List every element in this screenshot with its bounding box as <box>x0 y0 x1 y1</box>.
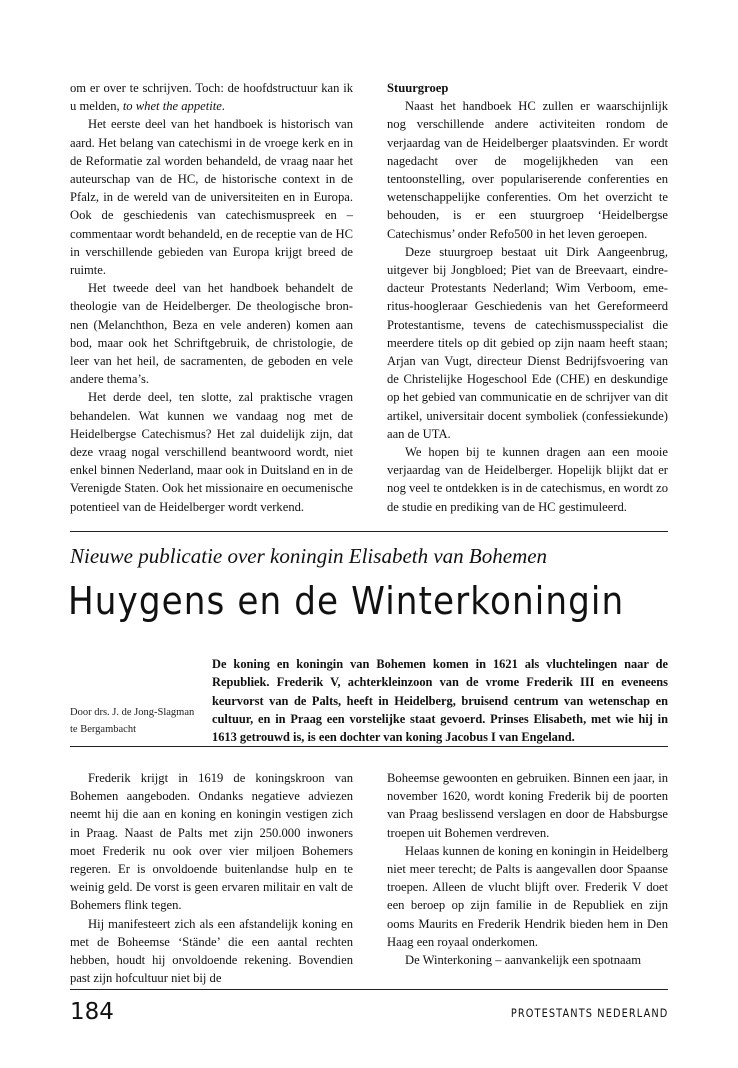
paragraph: Naast het handboek HC zullen er waarschijnlijk nog verschillende andere activiteiten rondom de verjaardag van de Heidelberger plaatsvinden. Er wordt nagedacht over de mogelijkheden van een tentoonstelling, over populariserende conferenties en wetenschappelijke conferenties. Om het overzicht te behouden, is er een stuurgroep ‘Heidelbergse Catechismus’ onder Refo500 in het leven geroepen. <box>387 99 668 241</box>
lead-divider <box>70 746 668 747</box>
byline <box>70 704 210 738</box>
paragraph: Boheemse gewoonten en gebruiken. Binnen een jaar, in november 1620, wordt koning Frederik bij de poorten van Praag beslissend verslagen en door de Habsburgse troepen uit Bohemen verdreven. <box>387 771 668 840</box>
article-kicker: Nieuwe publicatie over koningin Elisabeth van Bohemen <box>70 544 548 568</box>
paragraph: Het derde deel, ten slotte, zal praktische vragen behandelen. Wat kunnen we vandaag nog met de Heidelbergse Catechismus? Het zal duidelijk zijn, dat deze vraag nogal verschillend beantwoord wordt, niet enkel binnen Nederland, maar ook in Duitsland en in de Verenigde Staten. Ook het missionaire en oecumenische potentieel van de Heidelberger wordt verkend. <box>70 390 353 514</box>
byline-location: te Bergambacht <box>70 724 136 735</box>
paragraph: Hij manifesteert zich als een afstandelijk koning en met de Boheemse ‘Stände’ die een aantal rechten hebben, houdt hij onvoldoende rekening. Bovendien past zijn hofcultuur niet bij de <box>70 916 353 986</box>
paragraph: Helaas kunnen de koning en koningin in Heidelberg niet meer terecht; de Palts is aangevallen door Spaanse troepen. Alleen de vlucht blijft over. Frederik V doet een beroep op zijn familie in de Republiek en zijn ooms Maurits en Frederik Hendrik bieden hem in Den Haag een royaal onderkomen. <box>387 843 668 949</box>
byline-author: Door drs. J. de Jong-Slagman <box>70 707 195 718</box>
footer-divider <box>70 989 668 990</box>
paragraph: Deze stuurgroep bestaat uit Dirk Aangeenbrug, uitgever bij Jongbloed; Piet van de Breevaart, eindredacteur Protestants Nederland; Wim Verboom, emeritus-hoogleraar Geschiedenis van het Gereformeerd Protestantisme, tevens de catechismusspecialist die meerdere titels op dit gebied op zijn naam heeft staan; Arjan van Vugt, directeur Dienst Bedrijfsvoering van de Christelijke Hogeschool Ede (CHE) en deskundige op het gebied van communicatie en de schrijver van dit artikel, universitair docent symboliek (confessiekunde) aan de UTA. <box>387 244 668 441</box>
paragraph: om er over te schrijven. Toch: de hoofdstructuur kan ik u melden, to whet the appetite. <box>70 81 353 114</box>
article-lead: De koning en koningin van Bohemen komen in 1621 als vluchtelingen naar de Republiek. Frederik V, achterkleinzoon van de vrome Frederik III en eveneens keurvorst van de Palts, heeft in Heidelberg, bruisend centrum van wetenschap en cultuur, en in Praag een vorstelijke staat gevoerd. Prinses Elisabeth, met wie hij in 1613 getrouwd is, is een dochter van koning Jacobus I van Engeland. <box>212 657 668 745</box>
bottom-right-column <box>387 769 668 969</box>
page-number: 184 <box>70 999 114 1025</box>
paragraph: Frederik krijgt in 1619 de koningskroon van Bohemen aangeboden. Ondanks negatieve adviezen neemt hij die aan en koning en koningin vestigen zich in Praag. Naast de Palts met zijn 250.000 inwoners moet Frederik nu ook over vier miljoen Bohemers regeren. Er is onvoldoende buitenlandse hulp en te weinig geld. De vorst is geen ervaren militair en valt de Bohemers flink tegen. <box>70 771 353 913</box>
paragraph: De Winterkoning – aanvankelijk een spotnaam <box>405 953 642 968</box>
top-right-column <box>387 79 668 516</box>
bottom-left-column <box>70 769 353 987</box>
article-divider <box>70 531 668 532</box>
paragraph: Het tweede deel van het handboek behandelt de theologie van de Heidelberger. De theologische bronnen (Melanchthon, Beza en vele anderen) komen aan bod, maar ook het Schriftgebruik, de christologie, de leer van het heil, de sacramenten, de geboden en vele andere thema’s. <box>70 281 353 387</box>
paragraph: We hopen bij te kunnen dragen aan een mooie verjaardag van de Heidelberger. Hopelijk blijkt dat er nog veel te ontdekken is in de catechismus, en wordt zo de studie en prediking van de HC gestimuleerd. <box>387 445 668 514</box>
magazine-name: PROTESTANTS NEDERLAND <box>510 1006 668 1020</box>
top-left-column <box>70 79 353 516</box>
article-title: Huygens en de Winterkoningin <box>68 579 625 623</box>
paragraph: Het eerste deel van het handboek is historisch van aard. Het belang van catechismi in de vroege kerk en in de Reformatie zal worden behandeld, de vraag naar het auteurschap van de HC, de historische context in de Pfalz, in de wereld van de universiteiten en in Europa. Ook de geschiedenis van catechismuspreek en –commentaar wordt behandeld, en de receptie van de HC in verschillende gebieden van Europa krijgt breed de ruimte. <box>70 117 353 278</box>
section-heading: Stuurgroep <box>387 81 449 95</box>
